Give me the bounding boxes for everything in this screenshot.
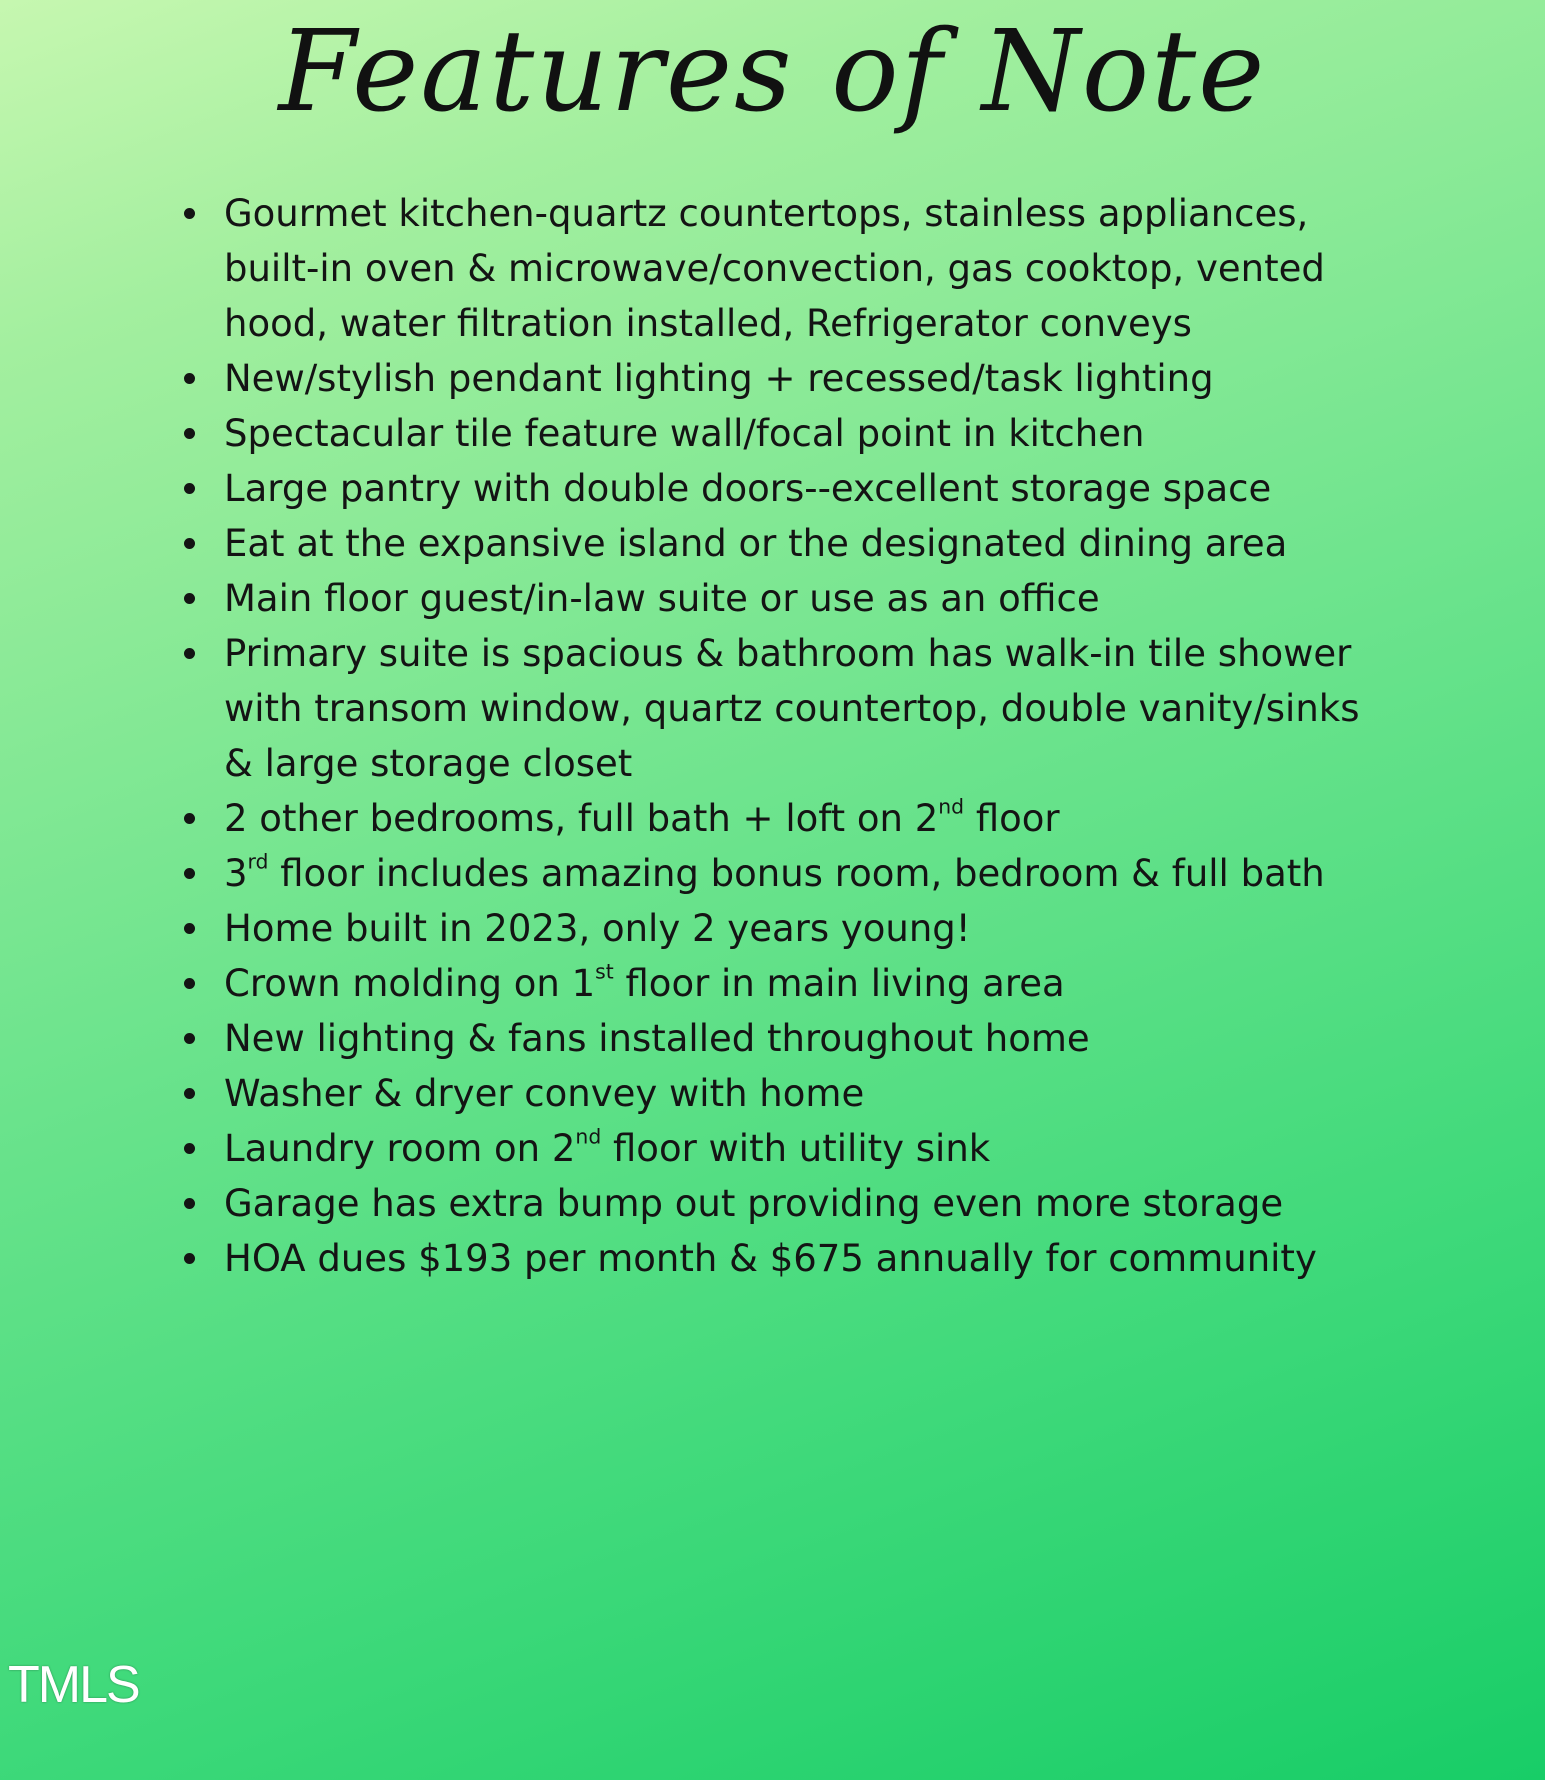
feature-text: Large pantry with double doors--excellent storage space [224,467,1272,510]
tmls-watermark: TMLS [8,1656,139,1714]
feature-text: Gourmet kitchen-quartz countertops, stainless appliances, built-in oven & microwave/convection, gas cooktop, vented hood, water filtration installed, Refrigerator conveys [224,192,1325,345]
feature-item [176,626,1376,791]
bullet-icon [184,428,195,439]
feature-text-pre: Laundry room on 2 [224,1127,576,1170]
feature-item [176,791,1376,846]
feature-item [176,1176,1376,1231]
feature-item [176,1011,1376,1066]
feature-item [176,516,1376,571]
feature-text-post: floor includes amazing bonus room, bedroom & full bath [268,852,1325,895]
bullet-icon [184,813,195,824]
feature-text-pre: Crown molding on 1 [224,962,596,1005]
bullet-icon [184,1198,195,1209]
bullet-icon [184,978,195,989]
feature-item [176,1066,1376,1121]
feature-item [176,846,1376,901]
bullet-icon [184,648,195,659]
features-list [176,186,1376,1286]
feature-item [176,1231,1376,1286]
feature-item [176,571,1376,626]
page-title: Features of Note [278,7,1267,137]
bullet-icon [184,1143,195,1154]
ordinal-suffix: nd [575,1124,602,1149]
feature-item [176,406,1376,461]
bullet-icon [184,593,195,604]
feature-text-post: floor [964,797,1060,840]
feature-text: New lighting & fans installed throughout home [224,1017,1090,1060]
feature-text: Home built in 2023, only 2 years young! [224,907,971,950]
feature-text-pre: 2 other bedrooms, full bath + loft on 2 [224,797,939,840]
feature-item [176,186,1376,351]
bullet-icon [184,483,195,494]
ordinal-suffix: rd [247,849,269,874]
feature-text: Washer & dryer convey with home [224,1072,865,1115]
feature-text: Eat at the expansive island or the designated dining area [224,522,1288,565]
feature-text: HOA dues $193 per month & $675 annually for community [224,1237,1317,1280]
bullet-icon [184,1088,195,1099]
bullet-icon [184,208,195,219]
bullet-icon [184,1033,195,1044]
ordinal-suffix: st [595,959,614,984]
feature-text: Garage has extra bump out providing even more storage [224,1182,1284,1225]
bullet-icon [184,373,195,384]
feature-text: New/stylish pendant lighting + recessed/task lighting [224,357,1214,400]
feature-text: Primary suite is spacious & bathroom has walk-in tile shower with transom window, quartz countertop, double vanity/sinks & large storage closet [224,632,1360,785]
feature-item [176,351,1376,406]
feature-text: Main floor guest/in-law suite or use as an office [224,577,1100,620]
bullet-icon [184,923,195,934]
bullet-icon [184,538,195,549]
feature-text-post: floor in main living area [613,962,1065,1005]
feature-text: Spectacular tile feature wall/focal point in kitchen [224,412,1145,455]
feature-item [176,901,1376,956]
bullet-icon [184,868,195,879]
feature-item [176,956,1376,1011]
feature-text-pre: 3 [224,852,248,895]
ordinal-suffix: nd [938,794,965,819]
feature-text-post: floor with utility sink [601,1127,991,1170]
feature-item [176,1121,1376,1176]
bullet-icon [184,1253,195,1264]
feature-item [176,461,1376,516]
